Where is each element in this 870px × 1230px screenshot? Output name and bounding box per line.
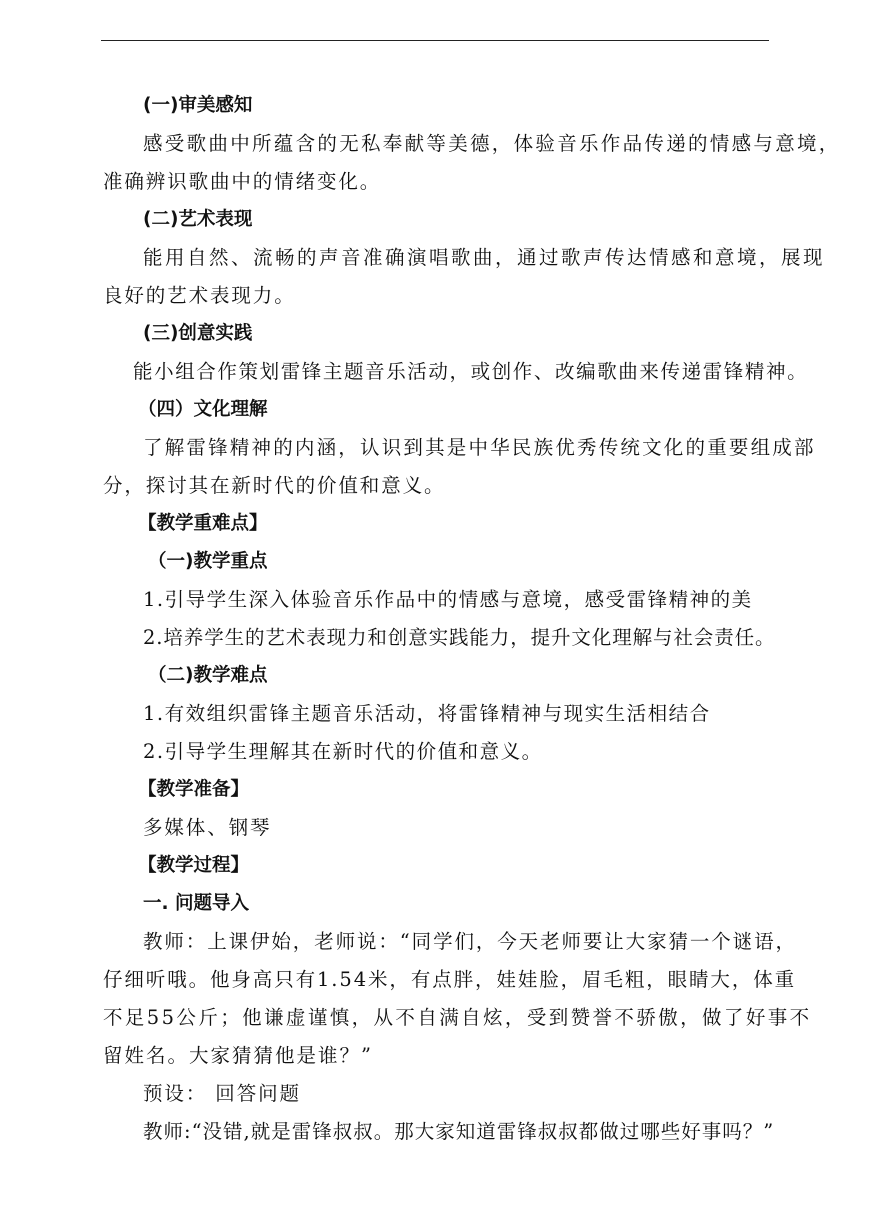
paragraph-line: 教师：上课伊始，老师说：“同学们，今天老师要让大家猜一个谜语， — [143, 930, 797, 953]
heading-aesthetic-perception: (一)审美感知 — [143, 95, 253, 116]
list-item: 2.培养学生的艺术表现力和创意实践能力，提升文化理解与社会责任。 — [143, 626, 776, 649]
section-title-preparation: 【教学准备】 — [138, 779, 250, 800]
paragraph-line: 准确辨识歌曲中的情绪变化。 — [103, 170, 382, 193]
preparation-text: 多媒体、钢琴 — [143, 816, 272, 839]
paragraph-line: 分，探讨其在新时代的价值和意义。 — [103, 474, 446, 497]
heading-artistic-expression: (二)艺术表现 — [143, 209, 253, 230]
paragraph-line: 教师:“没错,就是雷锋叔叔。那大家知道雷锋叔叔都做过哪些好事吗？” — [143, 1120, 775, 1143]
paragraph-line: 仔细听哦。他身高只有1.54米，有点胖，娃娃脸，眉毛粗，眼睛大，体重 — [103, 968, 797, 991]
paragraph-line: 感受歌曲中所蕴含的无私奉献等美德，体验音乐作品传递的情感与意境， — [143, 132, 841, 155]
paragraph-line: 了解雷锋精神的内涵，认识到其是中华民族优秀传统文化的重要组成部 — [143, 436, 816, 459]
paragraph-line: 良好的艺术表现力。 — [103, 284, 296, 307]
list-item: 2.引导学生理解其在新时代的价值和意义。 — [143, 740, 543, 763]
heading-creative-practice: (三)创意实践 — [143, 323, 253, 344]
section-title-key-points: 【教学重难点】 — [138, 513, 268, 534]
heading-question-intro: 一. 问题导入 — [143, 893, 249, 914]
paragraph-line: 留姓名。大家猜猜他是谁？” — [103, 1044, 373, 1067]
preset-answer: 预设： 回答问题 — [143, 1082, 301, 1105]
paragraph-line: 能小组合作策划雷锋主题音乐活动，或创作、改编歌曲来传递雷锋精神。 — [133, 360, 809, 383]
header-rule — [101, 40, 769, 41]
paragraph-line: 不足55公斤；他谦虚谨慎，从不自满自炫，受到赞誉不骄傲，做了好事不 — [103, 1006, 812, 1029]
heading-cultural-understanding: （四）文化理解 — [138, 399, 268, 420]
heading-teaching-focus: （一)教学重点 — [148, 551, 268, 572]
section-title-process: 【教学过程】 — [138, 855, 250, 876]
paragraph-line: 能用自然、流畅的声音准确演唱歌曲，通过歌声传达情感和意境，展现 — [143, 246, 826, 269]
list-item: 1.有效组织雷锋主题音乐活动，将雷锋精神与现实生活相结合 — [143, 702, 711, 725]
list-item: 1.引导学生深入体验音乐作品中的情感与意境，感受雷锋精神的美 — [143, 588, 753, 611]
heading-teaching-difficulty: （二)教学难点 — [148, 665, 268, 686]
